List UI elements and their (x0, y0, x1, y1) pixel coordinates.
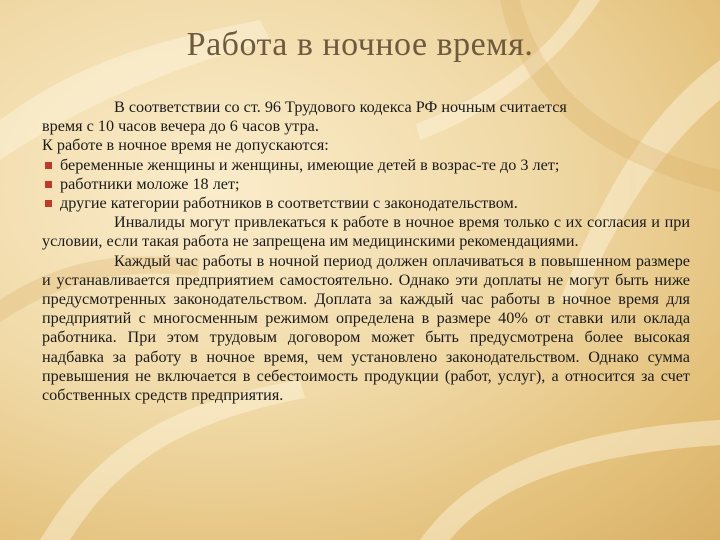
list-item-text: другие категории работников в соответствии с законодательством. (60, 194, 518, 213)
intro-line-1: В соответствии со ст. 96 Трудового кодекса РФ ночным считается (114, 98, 567, 116)
payment-paragraph: Каждый час работы в ночной период должен оплачиваться в повышенном размере и устанавливается предприятием самостоятельно. Однако эти доплаты не могут быть ниже предусмотренных законодательством. Доплата за каждый час работы в ночное время для предприятий с многосменным режимом определена в размере 40% от ставки или оклада работника. При этом трудовым договором может быть предусмотрена более высокая надбавка за работу в ночное время, чем установлено законодательством. Однако сумма превышения не включается в себестоимость продукции (работ, услуг), а относится за счет собственных средств предприятия. (42, 251, 690, 405)
square-bullet-icon (45, 200, 52, 207)
list-item-text: беременные женщины и женщины, имеющие детей в возрас-те до 3 лет; (60, 155, 560, 174)
intro-line-2: время с 10 часов вечера до 6 часов утра. (42, 117, 319, 136)
square-bullet-icon (45, 181, 52, 188)
invalids-paragraph: Инвалиды могут привлекаться к работе в ночное время только с их согласия и при условии, если такая работа не запрещена им медицинскими рекомендациями. (42, 213, 690, 251)
not-allowed-heading: К работе в ночное время не допускаются: (42, 136, 329, 155)
list-item (42, 156, 690, 175)
square-bullet-icon (45, 162, 52, 169)
list-item (42, 175, 690, 194)
slide-title: Работа в ночное время. (186, 26, 534, 63)
list-item-text: работники моложе 18 лет; (60, 174, 240, 193)
slide-body (42, 98, 690, 405)
list-item (42, 194, 690, 213)
